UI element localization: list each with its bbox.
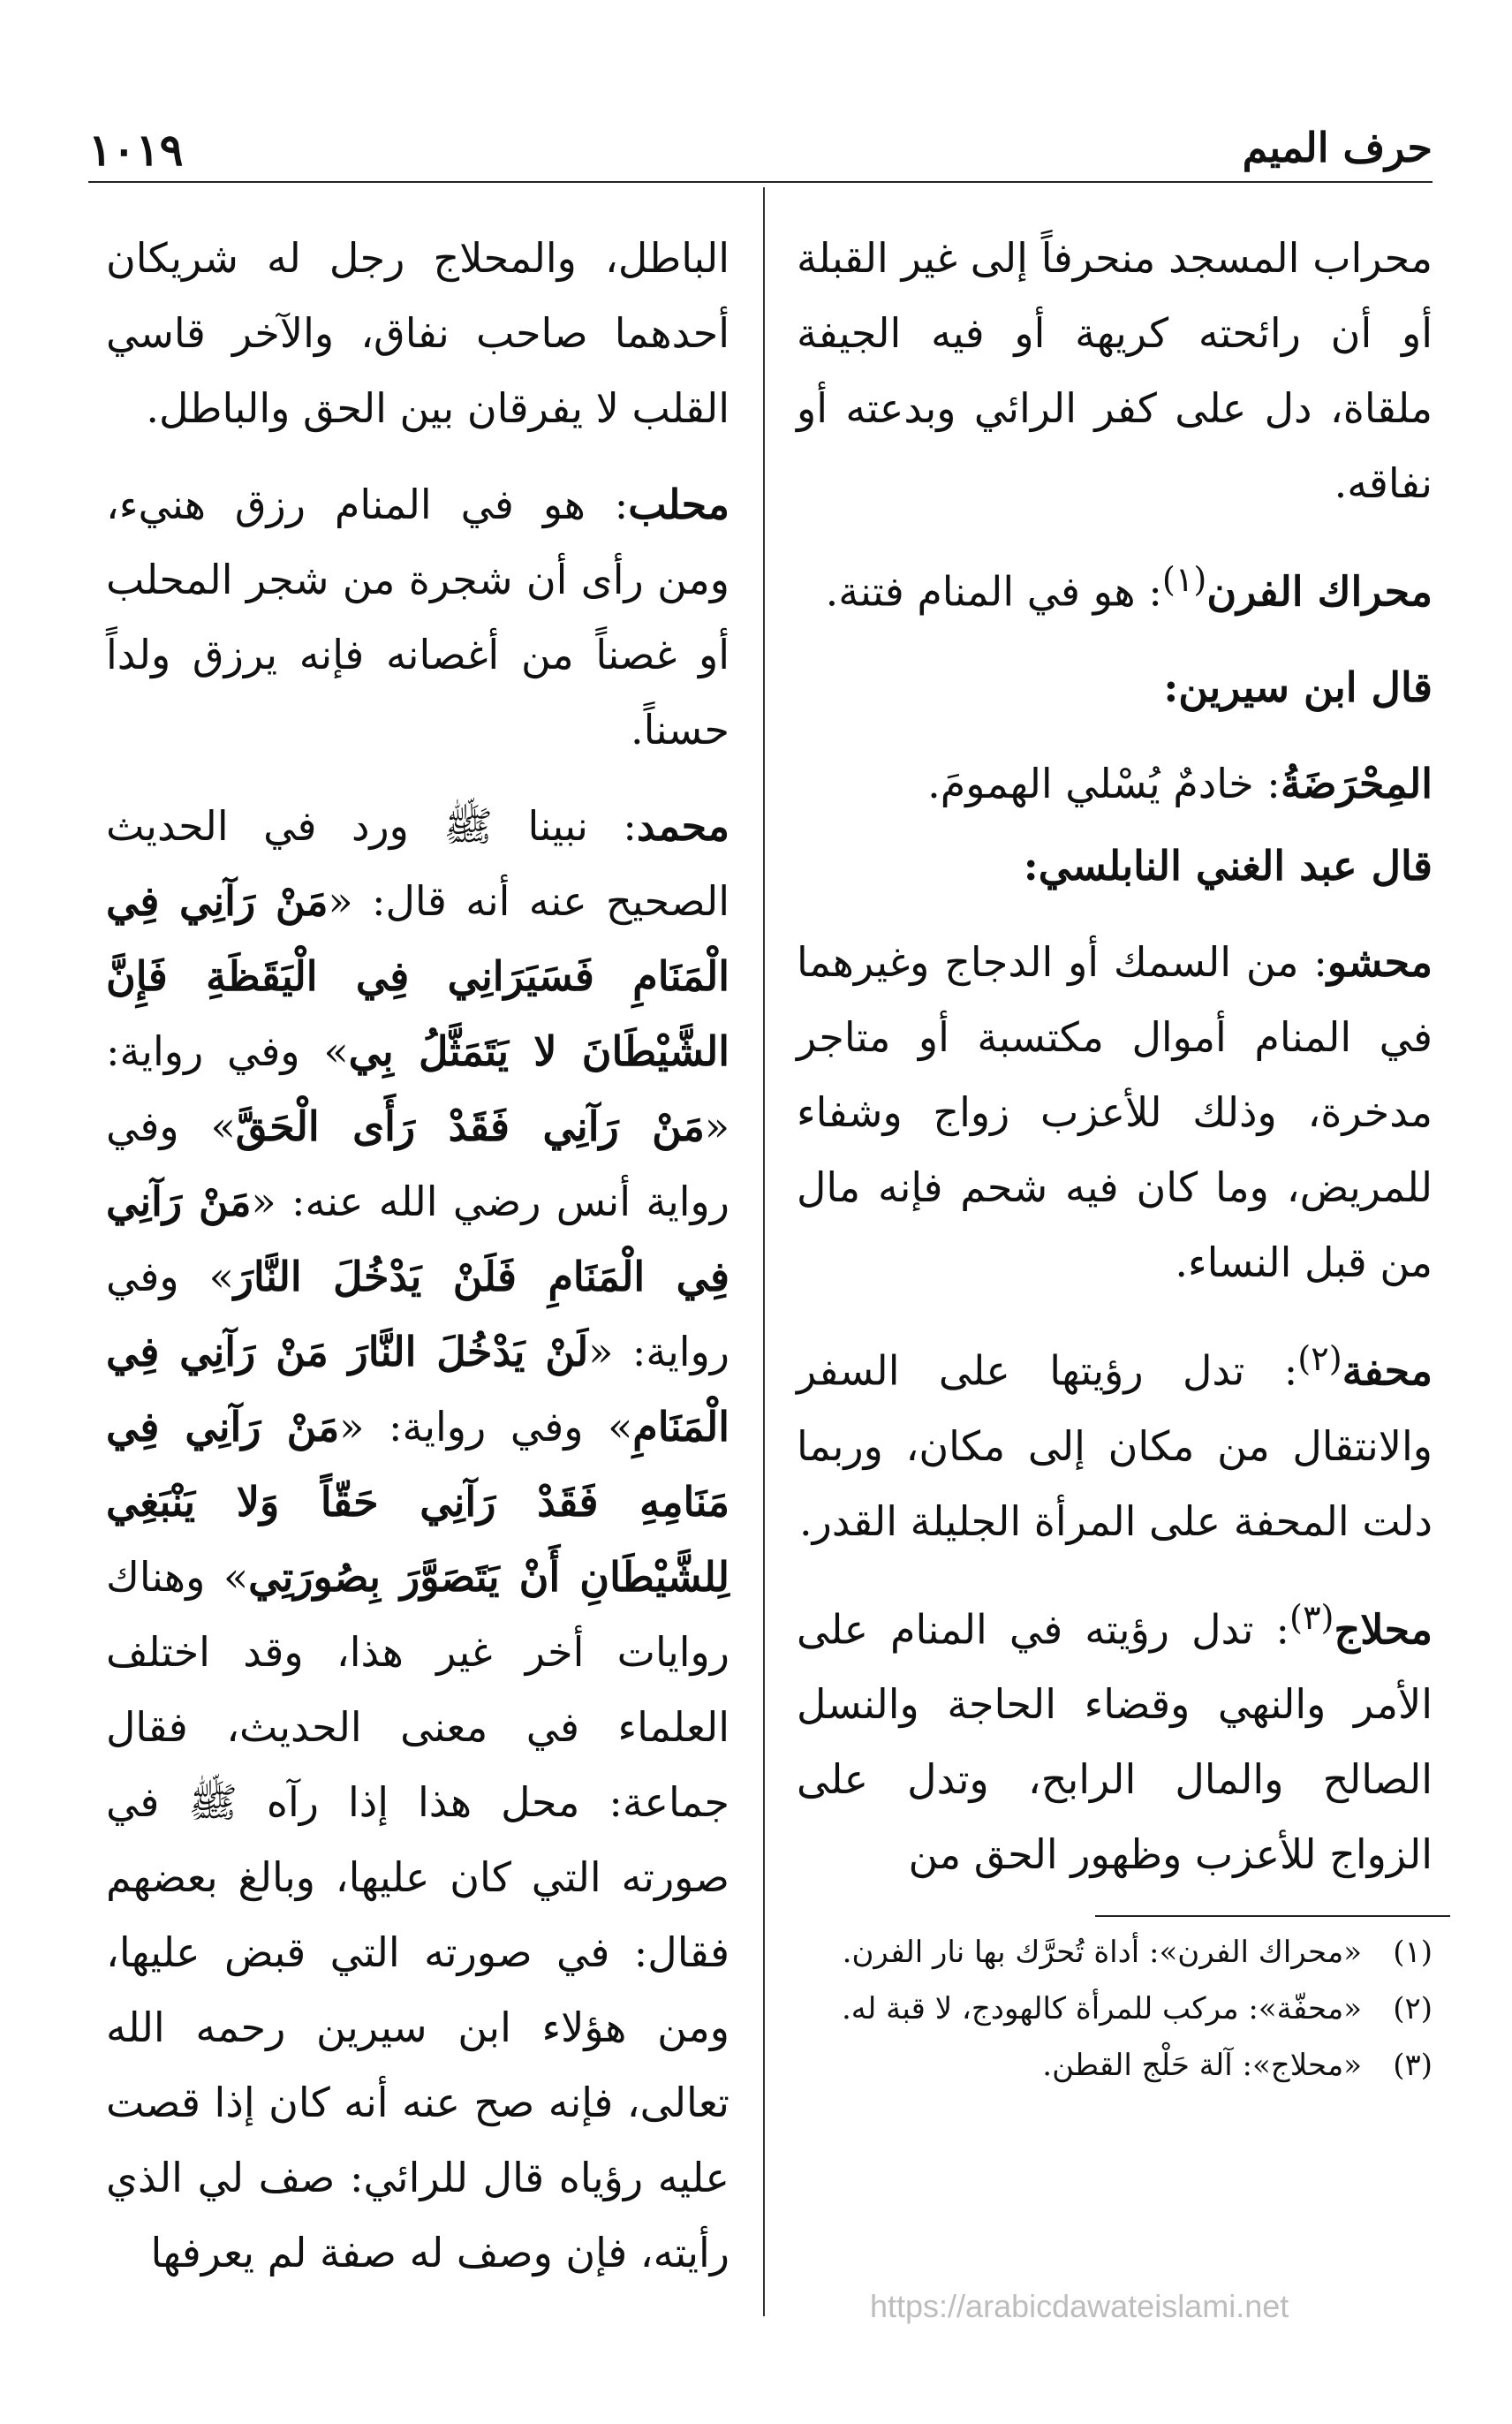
entry-text: » وفي رواية: « <box>106 1253 730 1375</box>
column-divider <box>763 187 765 2316</box>
hadith-quote: لَنْ يَدْخُلَ النَّارَ مَنْ رَآنِي فِي الْمَنَامِ <box>106 1328 730 1451</box>
entry-mihaffa <box>797 1322 1433 1558</box>
hadith-quote: مَنْ رَآنِي فِي الْمَنَامِ فَسَيَرَانِي فِي الْيَقَظَةِ فَإِنَّ الشَّيْطَانَ لا يَتَمَثَّلُ بِي <box>106 877 730 1075</box>
footnote-text: «محفّة»: مركب للمرأة كالهودج، لا قبة له. <box>841 1991 1362 2026</box>
page-header <box>88 124 1433 203</box>
entry-text: : نبينا ﷺ ورد في الحديث الصحيح عنه أنه قال: « <box>106 802 730 925</box>
entry-mahshu <box>797 925 1433 1300</box>
paragraph: محراب المسجد منحرفاً إلى غير القبلة أو أن رائحته كريهة أو فيه الجيفة ملقاة، دل على كفر الرائي وبدعته أو نفاقه. <box>797 234 1433 507</box>
entry-text: : خادمٌ يُسْلي الهمومَ. <box>927 760 1281 808</box>
entry-term: محراك الفرن <box>1206 567 1433 616</box>
section-heading: قال عبد الغني النابلسي: <box>1023 842 1433 890</box>
footnote-rule <box>1095 1915 1450 1917</box>
entry-term: المِحْرَضَةُ <box>1280 760 1433 808</box>
entry-term: محلب <box>628 481 730 528</box>
entry-term: محشو <box>1327 938 1433 987</box>
footnote <box>797 2039 1433 2092</box>
running-head: حرف الميم <box>1242 124 1433 171</box>
entry-mihrak <box>797 542 1433 629</box>
entry-text: » وهناك روايات أخر غير هذا، وقد اختلف العلماء في معنى الحديث، فقال جماعة: محل هذا إذا رآه ﷺ في صورته التي كان عليها، وبالغ بعضهم فقال: في صورته التي قبض عليها، ومن هؤلاء ابن سيرين رحمه الله تعالى، فإنه صح عنه أنه كان إذا قصت عليه رؤياه قال للرائي: صف لي الذي رأيته، فإن وصف له صفة لم يعرفها <box>106 1553 730 2276</box>
entry-term: محلاج <box>1334 1604 1433 1653</box>
entry-text: : تدل رؤيتها على السفر والانتقال من مكان إلى مكان، وربما دلت المحفة على المرأة الجليلة القدر. <box>797 1346 1433 1545</box>
footnote <box>797 1926 1433 1979</box>
entry-term: محفة <box>1342 1346 1433 1395</box>
right-column <box>797 221 1433 1913</box>
entry-text: » وفي رواية: « <box>339 1403 633 1451</box>
hadith-quote: مَنْ رَآنِي فَقَدْ رَأَى الْحَقَّ <box>235 1102 705 1150</box>
footnote-number: (٢) <box>1393 1991 1433 2026</box>
entry-text: : تدل رؤيته في المنام على الأمر والنهي وقضاء الحاجة والنسل الصالح والمال الرابح، وتدل على الزواج للأعزب وظهور الحق من <box>797 1604 1433 1878</box>
footnote-text: «محلاج»: آلة حَلْج القطن. <box>1042 2048 1362 2083</box>
entry-text: : هو في المنام فتنة. <box>825 567 1162 616</box>
header-rule <box>88 181 1433 183</box>
hadith-quote: مَنْ رَآنِي فِي الْمَنَامِ فَلَنْ يَدْخُلَ النَّارَ <box>106 1178 730 1300</box>
entry-text: : هو في المنام رزق هنيء، ومن رأى أن شجرة من شجر المحلب أو غصناً من أغصانه فإنه يرزق ولداً حسناً. <box>106 481 730 754</box>
footnote-text: «محراك الفرن»: أداة تُحرَّك بها نار الفرن. <box>842 1935 1362 1970</box>
paragraph: الباطل، والمحلاج رجل له شريكان أحدهما صاحب نفاق، والآخر قاسي القلب لا يفرقان بين الحق والباطل. <box>106 234 730 432</box>
entry-mihlaj <box>797 1580 1433 1892</box>
entry-muhammad <box>106 789 730 2291</box>
footnote-ref: (٢) <box>1297 1339 1342 1380</box>
entry-mahlab <box>106 467 730 768</box>
page-number: ١٠١٩ <box>88 124 184 176</box>
section-heading: قال ابن سيرين: <box>1163 663 1433 712</box>
footnotes <box>797 1926 1433 2095</box>
entry-text: » وفي رواية أنس رضي الله عنه: « <box>106 1102 730 1225</box>
watermark-url: https://arabicdawateislami.net <box>870 2288 1289 2324</box>
hadith-quote: مَنْ رَآنِي فِي مَنَامِهِ فَقَدْ رَآنِي حَقّاً وَلا يَنْبَغِي لِلشَّيْطَانِ أَنْ يَتَصَوَّرَ بِصُورَتِي <box>106 1403 730 1601</box>
footnote-ref: (١) <box>1161 560 1207 600</box>
entry-text: » وفي رواية: « <box>106 1027 730 1150</box>
left-column <box>106 221 730 2312</box>
entry-term: محمد <box>636 802 730 850</box>
entry-text: : من السمك أو الدجاج وغيرهما في المنام أموال مكتسبة أو متاجر مدخرة، وذلك للأعزب زواج وشفاء للمريض، وما كان فيه شحم فإنه مال من قبل النساء. <box>797 938 1433 1287</box>
footnote-number: (١) <box>1393 1935 1433 1970</box>
footnote <box>797 1982 1433 2035</box>
entry-mihradah <box>797 746 1433 822</box>
footnote-number: (٣) <box>1393 2048 1433 2083</box>
footnote-ref: (٣) <box>1289 1597 1334 1638</box>
